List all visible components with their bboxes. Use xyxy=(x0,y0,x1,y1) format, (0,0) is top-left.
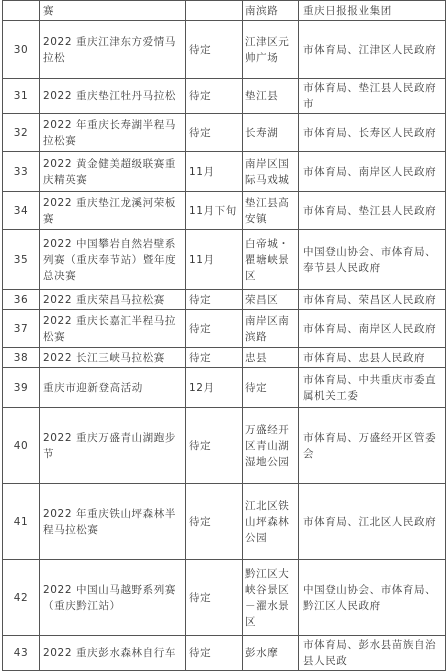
event-place: 待定 xyxy=(243,368,299,408)
event-organizer: 市体育局、南岸区人民政府 xyxy=(299,310,446,348)
event-organizer: 市体育局、江津区人民政府 xyxy=(299,21,446,79)
event-place: 垫江县 xyxy=(243,79,299,114)
event-time: 待定 xyxy=(186,484,243,560)
event-name: 2022 长江三峡马拉松赛 xyxy=(40,348,186,368)
event-time: 待定 xyxy=(186,636,243,671)
event-name: 重庆市迎新登高活动 xyxy=(40,368,186,408)
event-time: 11月下旬 xyxy=(186,192,243,230)
event-organizer: 市体育局、忠县人民政府 xyxy=(299,348,446,368)
event-time: 待定 xyxy=(186,114,243,152)
row-number: 33 xyxy=(3,152,40,192)
row-number: 37 xyxy=(3,310,40,348)
event-organizer: 市体育局、南岸区人民政府 xyxy=(299,152,446,192)
table-row xyxy=(3,79,446,114)
event-name: 2022 重庆垫江龙溪河荣板赛 xyxy=(40,192,186,230)
event-time: 待定 xyxy=(186,290,243,310)
table-row xyxy=(3,192,446,230)
event-place: 南岸区南滨路 xyxy=(243,310,299,348)
event-organizer: 重庆日报报业集团 xyxy=(299,1,446,21)
row-number: 43 xyxy=(3,636,40,671)
row-number: 32 xyxy=(3,114,40,152)
event-time: 待定 xyxy=(186,408,243,484)
event-place: 忠县 xyxy=(243,348,299,368)
row-number: 38 xyxy=(3,348,40,368)
event-place: 垫江县高安镇 xyxy=(243,192,299,230)
event-name: 2022 重庆万盛青山湖跑步节 xyxy=(40,408,186,484)
event-place: 彭水摩 xyxy=(243,636,299,671)
event-name: 2022 重庆荣昌马拉松赛 xyxy=(40,290,186,310)
event-place: 南滨路 xyxy=(243,1,299,21)
event-time xyxy=(186,1,243,21)
event-organizer: 市体育局、江北区人民政府 xyxy=(299,484,446,560)
table-row xyxy=(3,636,446,671)
row-number: 41 xyxy=(3,484,40,560)
event-name: 2022 年重庆长寿湖半程马拉松赛 xyxy=(40,114,186,152)
event-name: 赛 xyxy=(40,1,186,21)
event-organizer: 市体育局、中共重庆市委直属机关工委 xyxy=(299,368,446,408)
event-organizer: 市体育局、垫江县人民政府市 xyxy=(299,79,446,114)
table-row xyxy=(3,21,446,79)
event-time: 11月 xyxy=(186,230,243,290)
event-place: 南岸区国际马戏城 xyxy=(243,152,299,192)
event-time: 待定 xyxy=(186,21,243,79)
row-number: 35 xyxy=(3,230,40,290)
event-time: 待定 xyxy=(186,560,243,636)
row-number: 34 xyxy=(3,192,40,230)
table-row xyxy=(3,408,446,484)
event-organizer: 中国登山协会、市体育局、奉节县人民政府 xyxy=(299,230,446,290)
row-number: 42 xyxy=(3,560,40,636)
table-row xyxy=(3,310,446,348)
table-row xyxy=(3,1,446,21)
row-number: 31 xyxy=(3,79,40,114)
event-organizer: 市体育局、彭水县苗族自治县人民政 xyxy=(299,636,446,671)
row-number: 39 xyxy=(3,368,40,408)
table-row xyxy=(3,230,446,290)
event-name: 2022 中国山马越野系列赛（重庆黔江站） xyxy=(40,560,186,636)
event-time: 待定 xyxy=(186,348,243,368)
event-name: 2022 年重庆铁山坪森林半程马拉松赛 xyxy=(40,484,186,560)
event-organizer: 市体育局、荣昌区人民政府 xyxy=(299,290,446,310)
event-organizer: 市体育局、长寿区人民政府 xyxy=(299,114,446,152)
event-name: 2022 重庆垫江牡丹马拉松 xyxy=(40,79,186,114)
table-row xyxy=(3,348,446,368)
event-name: 2022 重庆江津东方爱情马拉松 xyxy=(40,21,186,79)
event-place: 荣昌区 xyxy=(243,290,299,310)
event-place: 黔江区大峡谷景区－濯水景区 xyxy=(243,560,299,636)
event-name: 2022 中国攀岩自然岩壁系列赛（重庆奉节站）暨年度总决赛 xyxy=(40,230,186,290)
event-time: 11月 xyxy=(186,152,243,192)
event-organizer: 中国登山协会、市体育局、黔江区人民政府 xyxy=(299,560,446,636)
event-time: 12月 xyxy=(186,368,243,408)
event-place: 江津区元帅广场 xyxy=(243,21,299,79)
table-row xyxy=(3,114,446,152)
event-place: 江北区铁山坪森林公园 xyxy=(243,484,299,560)
event-place: 长寿湖 xyxy=(243,114,299,152)
row-number: 40 xyxy=(3,408,40,484)
event-name: 2022 重庆长嘉汇半程马拉松赛 xyxy=(40,310,186,348)
table-row xyxy=(3,560,446,636)
event-name: 2022 重庆彭水森林自行车 xyxy=(40,636,186,671)
row-number: 36 xyxy=(3,290,40,310)
event-time: 待定 xyxy=(186,79,243,114)
table-row xyxy=(3,484,446,560)
event-place: 白帝城・瞿塘峡景区 xyxy=(243,230,299,290)
event-schedule-table xyxy=(2,0,446,671)
row-number xyxy=(3,1,40,21)
row-number: 30 xyxy=(3,21,40,79)
table-row xyxy=(3,152,446,192)
table-row xyxy=(3,290,446,310)
event-time: 待定 xyxy=(186,310,243,348)
event-organizer: 市体育局、万盛经开区管委会 xyxy=(299,408,446,484)
table-row xyxy=(3,368,446,408)
event-organizer: 市体育局、垫江县人民政府 xyxy=(299,192,446,230)
event-name: 2022 黄金健美超级联赛重庆精英赛 xyxy=(40,152,186,192)
event-place: 万盛经开区青山湖湿地公园 xyxy=(243,408,299,484)
